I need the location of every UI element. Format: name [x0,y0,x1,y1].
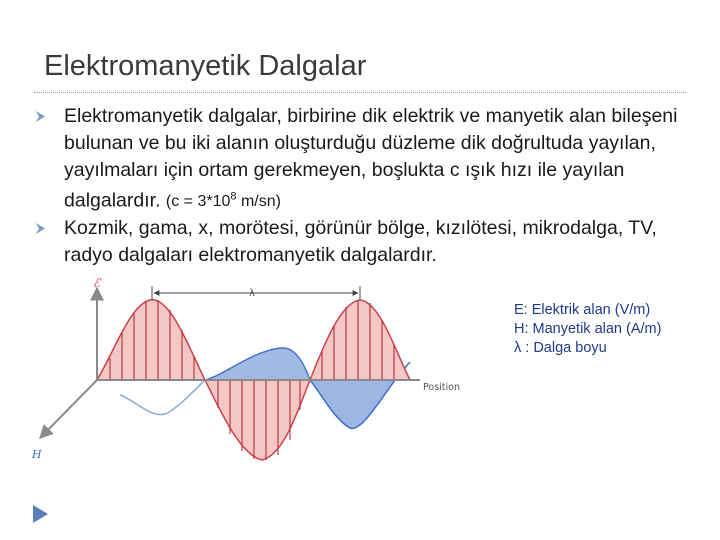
legend-electric: E: Elektrik alan (V/m) [514,302,651,318]
e-axis-label: ℰ [93,276,101,290]
figure-legend [514,301,661,358]
position-label: Position [423,382,460,393]
formula-exponent: 8 [230,191,237,203]
h-axis-label: H [32,448,42,461]
slide-title: Elektromanyetik Dalgalar [44,50,367,82]
legend-wavelength: λ : Dalga boyu [514,340,607,356]
lambda-label: λ [249,288,255,299]
h-axis [40,380,97,438]
formula-base: (c = 3*10 [165,193,231,211]
formula-unit: m/sn) [236,193,281,211]
bullet-text-1: Elektromanyetik dalgalar, birbirine dik elektrik ve manyetik alan bileşeni bulunan ve bu iki alanın oluşturduğu düzleme dik doğrultuda yayılan, yayılmaları için ortam gerekmeyen, boşlukta c ışık hızı ile yayılan dalgalardır. [64,105,678,212]
legend-magnetic: H: Manyetik alan (A/m) [514,321,662,337]
next-slide-arrow-icon[interactable] [30,503,50,525]
bullet-text-2: Kozmik, gama, x, morötesi, görünür bölge, kızılötesi, mikrodalga, TV, radyo dalgaları elektromanyetik dalgalardır. [64,217,657,267]
